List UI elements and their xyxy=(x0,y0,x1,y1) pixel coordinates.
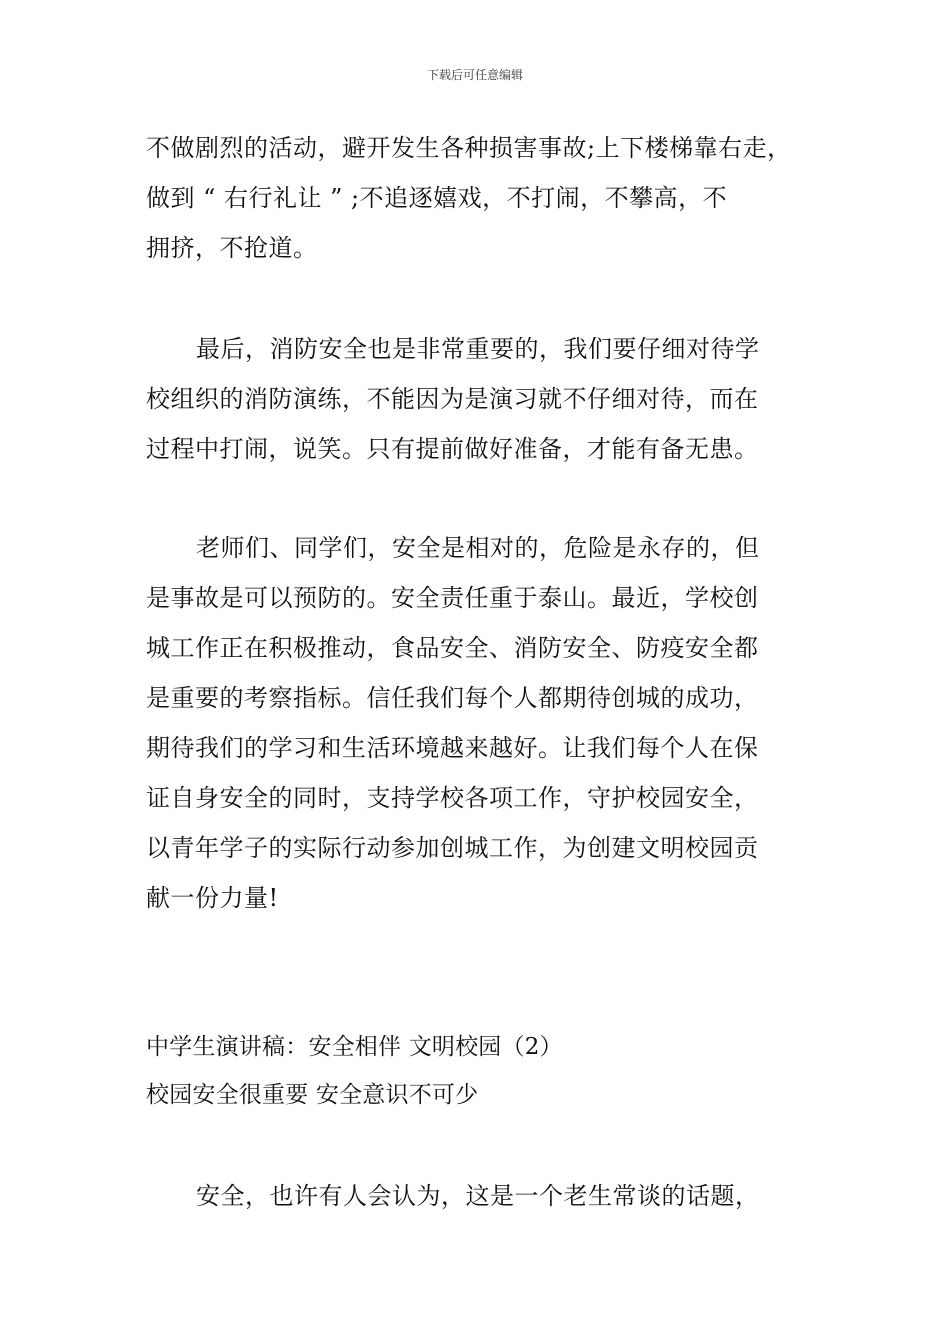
section-subtitle: 校园安全很重要 安全意识不可少 xyxy=(146,1082,479,1108)
text-line: 最后，消防安全也是非常重要的，我们要仔细对待学 xyxy=(196,335,760,363)
text-line: 期待我们的学习和生活环境越来越好。让我们每个人在保 xyxy=(146,734,759,762)
section-title: 中学生演讲稿：安全相伴 文明校园（2） xyxy=(146,1034,563,1060)
text-line: 是事故是可以预防的。安全责任重于泰山。最近，学校创 xyxy=(146,584,759,612)
text-line: 安全，也许有人会认为，这是一个老生常谈的话题， xyxy=(196,1182,760,1210)
text-line: 证自身安全的同时，支持学校各项工作，守护校园安全， xyxy=(146,784,759,812)
text-line: 拥挤，不抢道。 xyxy=(146,234,318,262)
text-line: 以青年学子的实际行动参加创城工作，为创建文明校园贡 xyxy=(146,834,759,862)
text-line: 老师们、同学们，安全是相对的，危险是永存的，但 xyxy=(196,534,760,562)
text-line: 做到 “ 右行礼让 ” ;不追逐嬉戏，不打闹，不攀高，不 xyxy=(146,184,728,212)
text-line: 不做剧烈的活动，避开发生各种损害事故;上下楼梯靠右走， xyxy=(146,134,792,162)
text-line: 城工作正在积极推动，食品安全、消防安全、防疫安全都 xyxy=(146,634,759,662)
text-line: 是重要的考察指标。信任我们每个人都期待创城的成功， xyxy=(146,684,759,712)
text-line: 校组织的消防演练，不能因为是演习就不仔细对待，而在 xyxy=(146,385,759,413)
text-line: 献一份力量! xyxy=(146,884,279,912)
text-line: 过程中打闹，说笑。只有提前做好准备，才能有备无患。 xyxy=(146,435,759,463)
page-header: 下载后可任意编辑 xyxy=(426,68,523,82)
